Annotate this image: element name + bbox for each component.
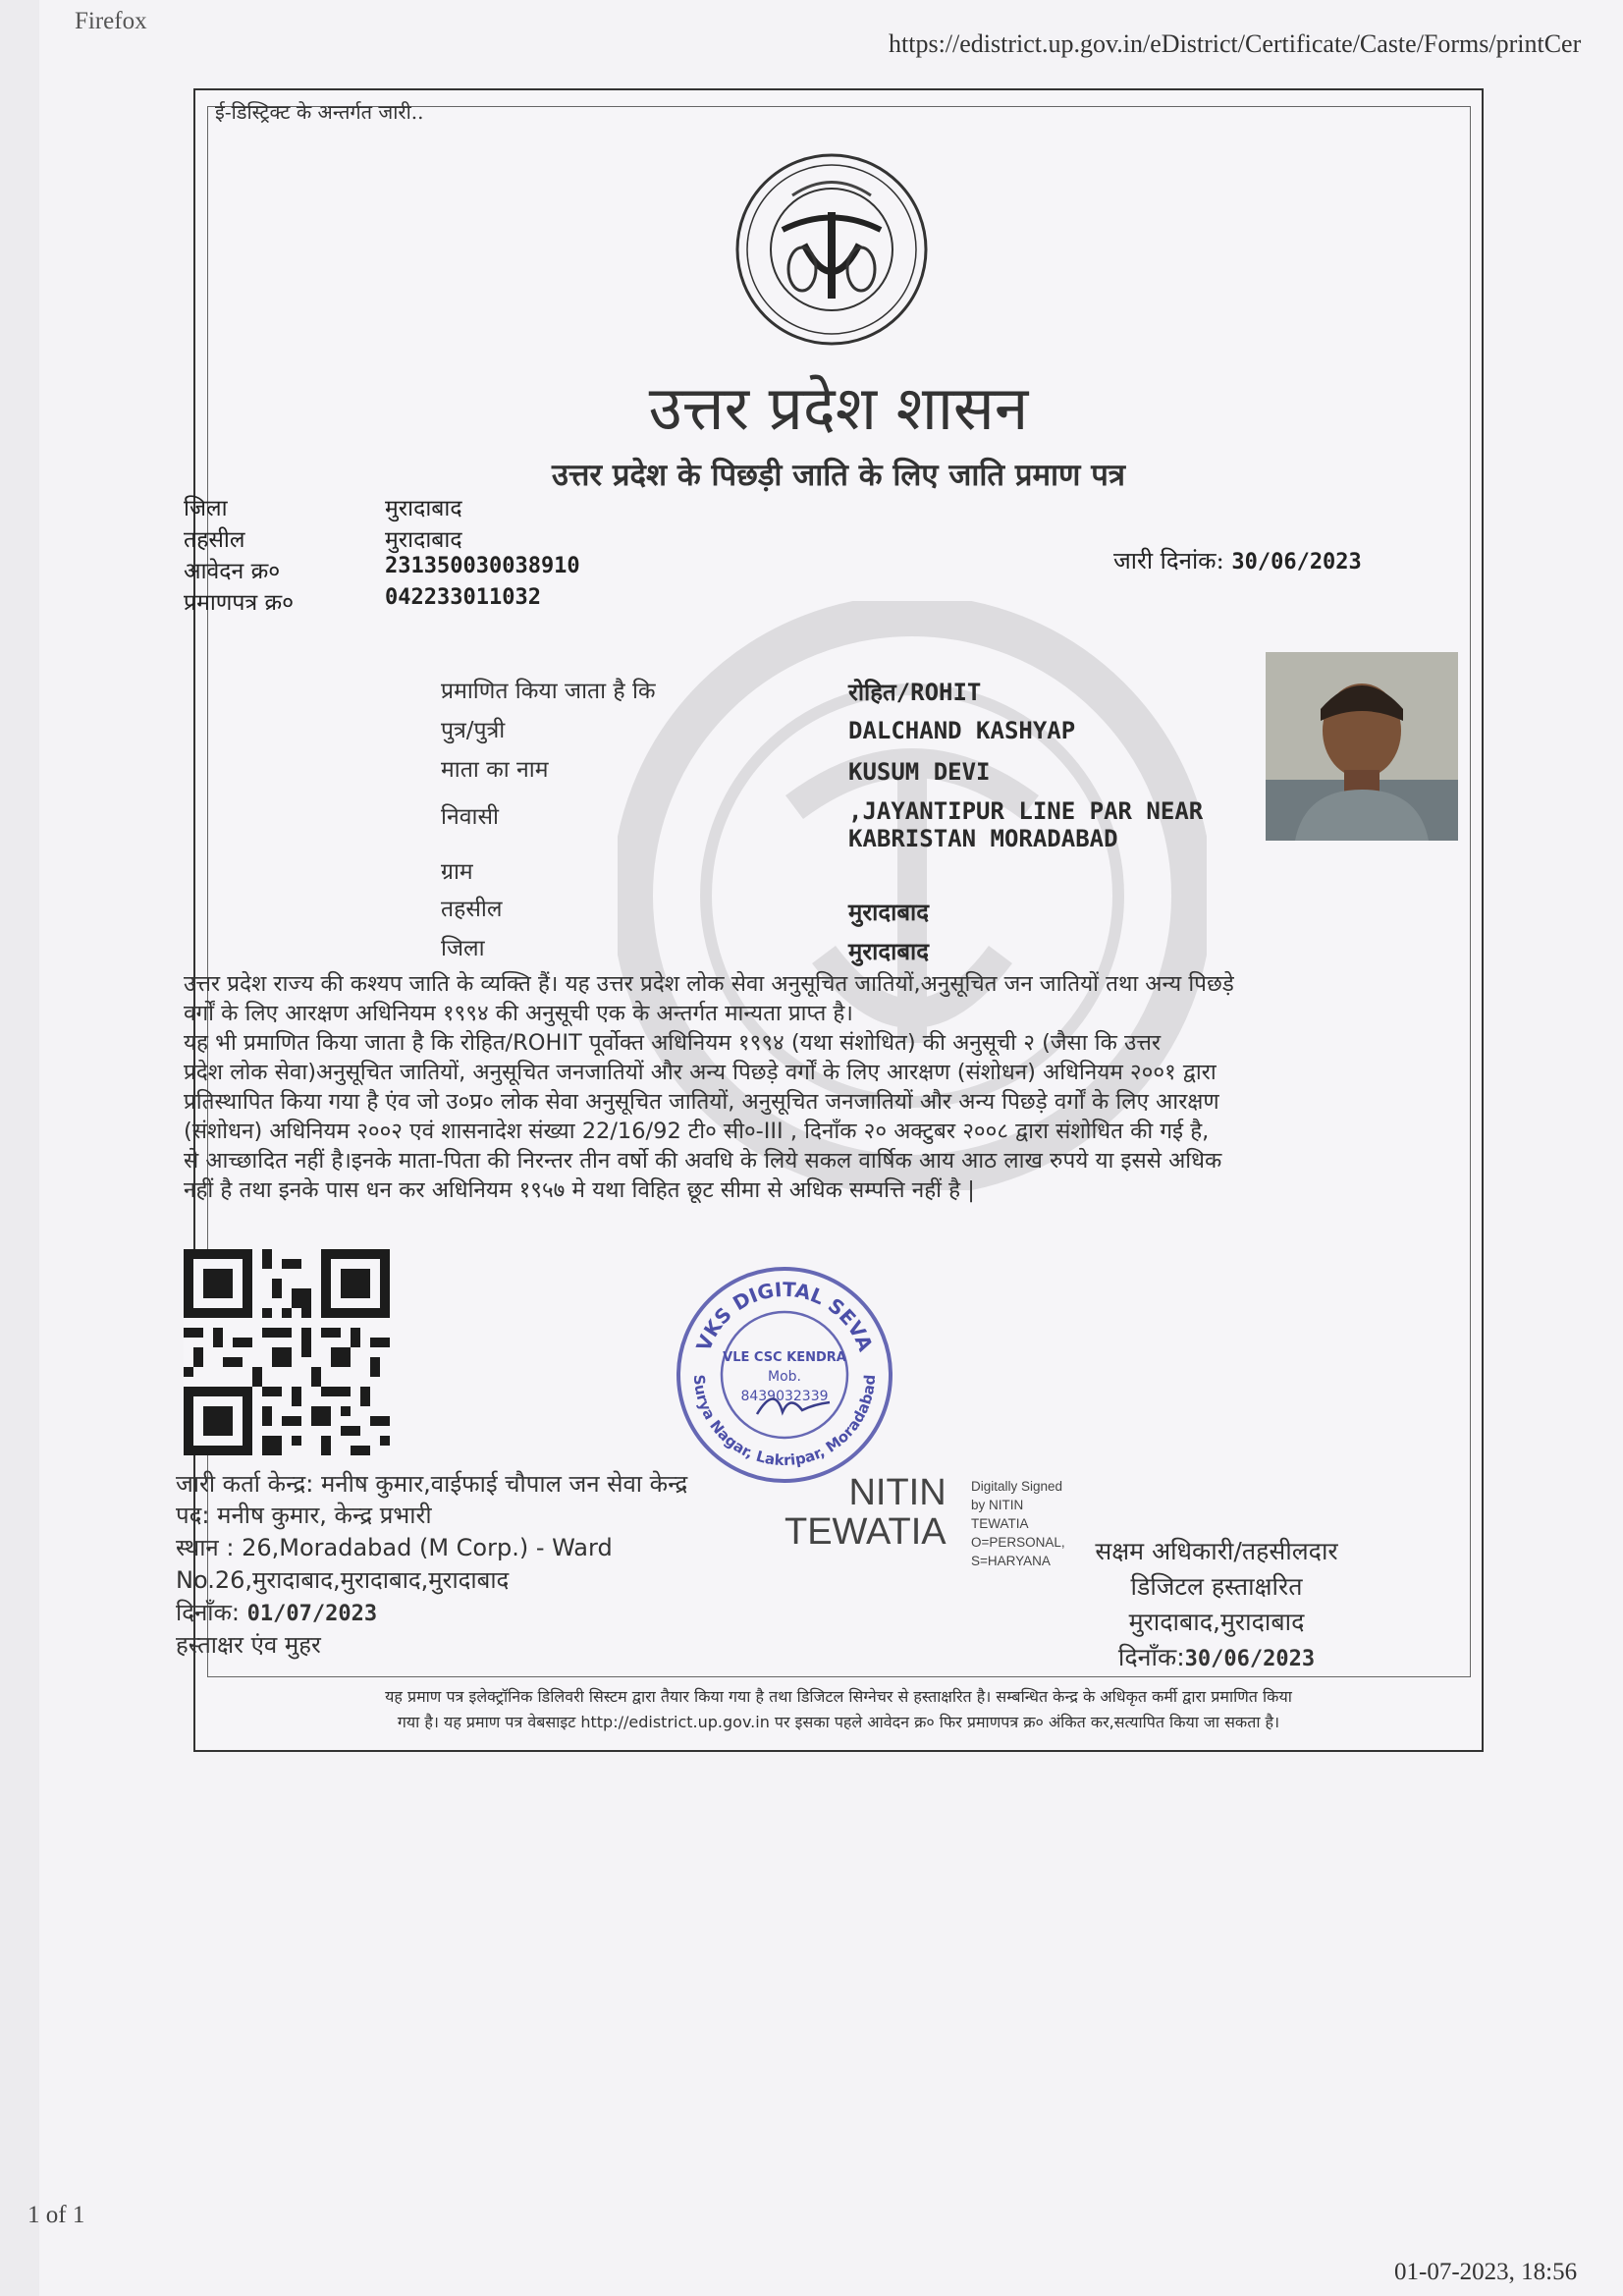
father-name: DALCHAND KASHYAP	[848, 717, 1076, 744]
stamp-center-line-2: Mob.	[768, 1369, 801, 1385]
signature-meta-line: Digitally Signed	[971, 1479, 1063, 1494]
signature-meta-line: O=PERSONAL,	[971, 1535, 1065, 1550]
mother-name: KUSUM DEVI	[848, 758, 991, 786]
body-line: (संशोधन) अधिनियम २००२ एवं शासनादेश संख्या 22/16/92 टी० सी०-III , दिनाँक २० अक्टुबर २००८ द्वारा संशोधित की गई है,	[184, 1119, 1210, 1144]
info-label: आवेदन क्र०	[184, 559, 281, 584]
authority-date-value: 30/06/2023	[1184, 1647, 1316, 1671]
issuing-center: जारी कर्ता केन्द्र: मनीष कुमार,वाईफाई चौपाल जन सेवा केन्द्र	[176, 1470, 688, 1498]
digital-signature-details	[971, 1477, 1065, 1570]
digital-signer-name	[784, 1473, 947, 1552]
print-timestamp: 01-07-2023, 18:56	[1394, 2259, 1578, 2285]
issue-date	[1113, 544, 1362, 576]
signature-meta-line: TEWATIA	[971, 1516, 1029, 1531]
up-state-emblem	[733, 151, 930, 348]
tehsil-value: मुरादाबाद	[848, 899, 930, 926]
body-line: यह भी प्रमाणित किया जाता है कि रोहित/ROHIT पूर्वोक्त अधिनियम १९९४ (यथा संशोधित) की अनुसूची २ (जैसा कि उत्तर	[184, 1030, 1162, 1056]
authority-designation: सक्षम अधिकारी/तहसीलदार	[1095, 1537, 1338, 1565]
stamp-center-line-3: 8439032339	[740, 1389, 829, 1404]
issue-date-label: जारी दिनांक:	[1113, 547, 1224, 574]
issuer-date	[176, 1596, 377, 1628]
issued-under-note: ई-डिस्ट्रिक्ट के अन्तर्गत जारी..	[215, 100, 424, 124]
competent-authority	[1059, 1534, 1374, 1677]
qr-code	[184, 1249, 390, 1455]
signature-meta-line: by NITIN	[971, 1498, 1024, 1512]
issuer-place-line-1: स्थान : 26,Moradabad (M Corp.) - Ward	[176, 1534, 613, 1561]
certificate-body	[184, 969, 1450, 1205]
body-line: वर्गों के लिए आरक्षण अधिनियम १९९४ की अनुसूची एक के अन्तर्गत मान्यता प्राप्त है।	[184, 1001, 853, 1026]
issuer-place-line-2: No.26,मुरादाबाद,मुरादाबाद,मुरादाबाद	[176, 1566, 510, 1594]
info-row	[184, 522, 773, 552]
stamp-top-text: VKS DIGITAL SEVA	[691, 1277, 878, 1355]
browser-name: Firefox	[75, 8, 147, 34]
applicant-name: रोहित/ROHIT	[848, 679, 982, 706]
detail-label: ग्राम	[441, 859, 473, 885]
district-value: मुरादाबाद	[848, 938, 930, 965]
verification-note-line-2: गया है। यह प्रमाण पत्र वेबसाइट http://edistrict.up.gov.in पर इसका पहले आवेदन क्र० फिर प्रमाणपत्र क्र० अंकित कर,सत्यापित किया जा सकता है।	[397, 1713, 1280, 1731]
signature-meta-line: S=HARYANA	[971, 1554, 1051, 1568]
issuer-date-label: दिनाँक:	[176, 1599, 241, 1626]
stamp-bottom-text: Surya Nagar, Lakripar, Moradabad	[689, 1374, 880, 1470]
info-row	[184, 585, 773, 615]
detail-label: पुत्र/पुत्री	[441, 718, 506, 743]
page-count: 1 of 1	[27, 2202, 85, 2228]
signer-name-line-2: TEWATIA	[784, 1511, 947, 1553]
authority-date-label: दिनाँक:	[1117, 1643, 1185, 1671]
authority-signed: डिजिटल हस्ताक्षरित	[1130, 1572, 1303, 1601]
issuer-date-value: 01/07/2023	[246, 1602, 378, 1626]
body-line: से आच्छादित नहीं है।इनके माता-पिता की निरन्तर तीन वर्षो की अवधि के लिये सकल वार्षिक आय आठ लाख रुपये या इससे अधिक	[184, 1148, 1222, 1174]
caste-certificate	[176, 88, 1484, 1752]
info-row	[184, 554, 773, 583]
info-value: मुरादाबाद	[385, 496, 462, 521]
body-line: नहीं है तथा इनके पास धन कर अधिनियम १९५७ मे यथा विहित छूट सीमा से अधिक सम्पत्ति नहीं है |	[184, 1177, 975, 1203]
info-value: मुरादाबाद	[385, 527, 462, 553]
body-line: प्रदेश लोक सेवा)अनुसूचित जातियों, अनुसूचित जनजातियों और अन्य पिछड़े वर्गों के लिए आरक्षण (संशोधन) अधिनियम २००१ द्वारा	[184, 1060, 1217, 1085]
address-line-2: KABRISTAN MORADABAD	[848, 825, 1118, 852]
verification-note-line-1: यह प्रमाण पत्र इलेक्ट्रॉनिक डिलिवरी सिस्टम द्वारा तैयार किया गया है तथा डिजिटल सिग्नेचर से हस्ताक्षरित है। सम्बन्धित केन्द्र के अधिकृत कर्मी द्वारा प्रमाणित किया	[385, 1687, 1292, 1706]
detail-label: माता का नाम	[441, 757, 549, 783]
authority-date	[1059, 1640, 1374, 1677]
detail-label: तहसील	[441, 897, 503, 922]
detail-label: प्रमाणित किया जाता है कि	[441, 679, 656, 704]
applicant-photo	[1266, 652, 1458, 841]
body-line: प्रतिस्थापित किया गया है एंव जो उ०प्र० लोक सेवा अनुसूचित जातियों, अनुसूचित जनजातियों और अन्य पिछड़े वर्गों के लिए आरक्षण	[184, 1089, 1219, 1115]
page-url: https://edistrict.up.gov.in/eDistrict/Certificate/Caste/Forms/printCer	[889, 29, 1582, 58]
detail-label: निवासी	[441, 804, 499, 830]
application-number: 231350030038910	[385, 554, 580, 578]
signer-name-line-1: NITIN	[848, 1472, 947, 1513]
issue-date-value: 30/06/2023	[1231, 550, 1362, 574]
info-label: प्रमाणपत्र क्र०	[184, 590, 295, 616]
header-info	[184, 491, 773, 629]
certificate-title: उत्तर प्रदेश के पिछड़ी जाति के लिए जाति प्रमाण पत्र	[552, 458, 1125, 493]
info-label: जिला	[184, 496, 228, 521]
certificate-number: 042233011032	[385, 585, 541, 610]
address-line-1: ,JAYANTIPUR LINE PAR NEAR	[848, 797, 1204, 825]
body-line: उत्तर प्रदेश राज्य की कश्यप जाति के व्यक्ति हैं। यह उत्तर प्रदेश लोक सेवा अनुसूचित जातियों,अनुसूचित जन जातियों तथा अन्य पिछड़े	[184, 971, 1234, 997]
info-label: तहसील	[184, 527, 245, 553]
detail-label: जिला	[441, 936, 485, 961]
issuer-post: पद: मनीष कुमार, केन्द्र प्रभारी	[176, 1502, 432, 1529]
info-row	[184, 491, 773, 520]
signature-and-seal-label: हस्ताक्षर एंव मुहर	[176, 1631, 321, 1659]
vle-stamp	[667, 1257, 902, 1493]
authority-location: मुरादाबाद,मुरादाबाद	[1128, 1608, 1305, 1636]
stamp-center-line-1: VLE CSC KENDRA	[723, 1350, 846, 1365]
government-title: उत्तर प्रदेश शासन	[648, 372, 1029, 444]
